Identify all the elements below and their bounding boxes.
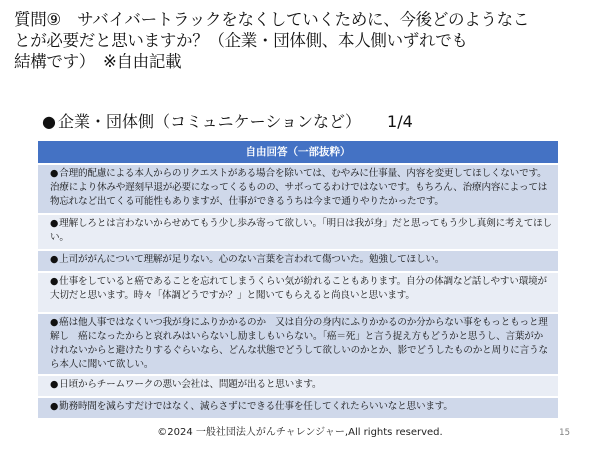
bullet-icon: ● xyxy=(50,218,59,229)
bullet-icon: ● xyxy=(42,112,56,131)
page-title xyxy=(14,9,574,72)
response-text: 合理的配慮による本人からのリクエストがある場合を除いては、むやみに仕事量、内容を変更してほしくないです。治療により休みや遅刻早退が必要になってくるものの、サボってるわけではないです。もちろん、治療内容によっては物忘れなど出てくる可能性もありますが、仕事ができるうちは今まで通りやりたかったです。 xyxy=(50,168,548,207)
bullet-icon: ● xyxy=(50,254,59,265)
response-text: 日頃からチームワークの悪い会社は、問題が出ると思います。 xyxy=(59,379,322,390)
title-line-1: 質問⑨ サバイバートラックをなくしていくために、今後どのようなこ xyxy=(14,10,530,29)
table-row xyxy=(38,165,558,215)
response-text: 勤務時間を減らすだけではなく、減らさずにできる仕事を任してくれたらいいなと思います。 xyxy=(59,401,453,412)
bullet-icon: ● xyxy=(50,276,59,287)
table-header: 自由回答（一部抜粋） xyxy=(38,141,558,165)
section-heading-text: 企業・団体側（コミュニケーションなど） xyxy=(57,112,362,131)
title-line-2: とが必要だと思いますか？（企業・団体側、本人側いずれでも xyxy=(14,31,468,50)
footer-copyright: ©2024 一般社団法人がんチャレンジャー,All rights reserved. xyxy=(157,427,443,438)
bullet-icon: ● xyxy=(50,317,59,328)
response-text: 理解しろとは言わないからせめてもう少し歩み寄って欲しい。「明日は我が身」だと思ってもう少し真剣に考えてほしい。 xyxy=(50,218,552,243)
section-page-indicator: 1/4 xyxy=(387,112,413,131)
table-row xyxy=(38,398,558,420)
bullet-icon: ● xyxy=(50,401,59,412)
table-row xyxy=(38,376,558,398)
table-row xyxy=(38,251,558,273)
response-text: 癌は他人事ではなくいつ我が身にふりかかるのか 又は自分の身内にふりかかるのか分からない事をもっともっと理解し 癌になったからと哀れみはいらないし励ましもいらない。「癌＝死」と言う捉え方もどうかと思うし、言葉がかけれないからと避けたりするぐらいなら、どんな状態でどうして欲しいのかとか、影でどうしたものかと周りに言うなら本人に聞いて欲しい。 xyxy=(50,317,548,370)
table-row xyxy=(38,273,558,314)
responses-table xyxy=(38,141,558,420)
section-heading xyxy=(42,111,413,133)
table-row xyxy=(38,215,558,251)
table-row xyxy=(38,314,558,376)
page-number: 15 xyxy=(559,428,570,438)
bullet-icon: ● xyxy=(50,379,59,390)
response-text: 上司ががんについて理解が足りない。心のない言葉を言われて傷ついた。勉強してほしい。 xyxy=(59,254,445,265)
response-text: 仕事をしていると癌であることを忘れてしまうくらい気が紛れることもあります。自分の体調など話しやすい環境が大切だと思います。時々「体調どうですか？」と聞いてもらえると尚良いと思います。 xyxy=(50,276,547,301)
bullet-icon: ● xyxy=(50,168,59,179)
title-line-3: 結構です） ※自由記載 xyxy=(14,52,182,71)
